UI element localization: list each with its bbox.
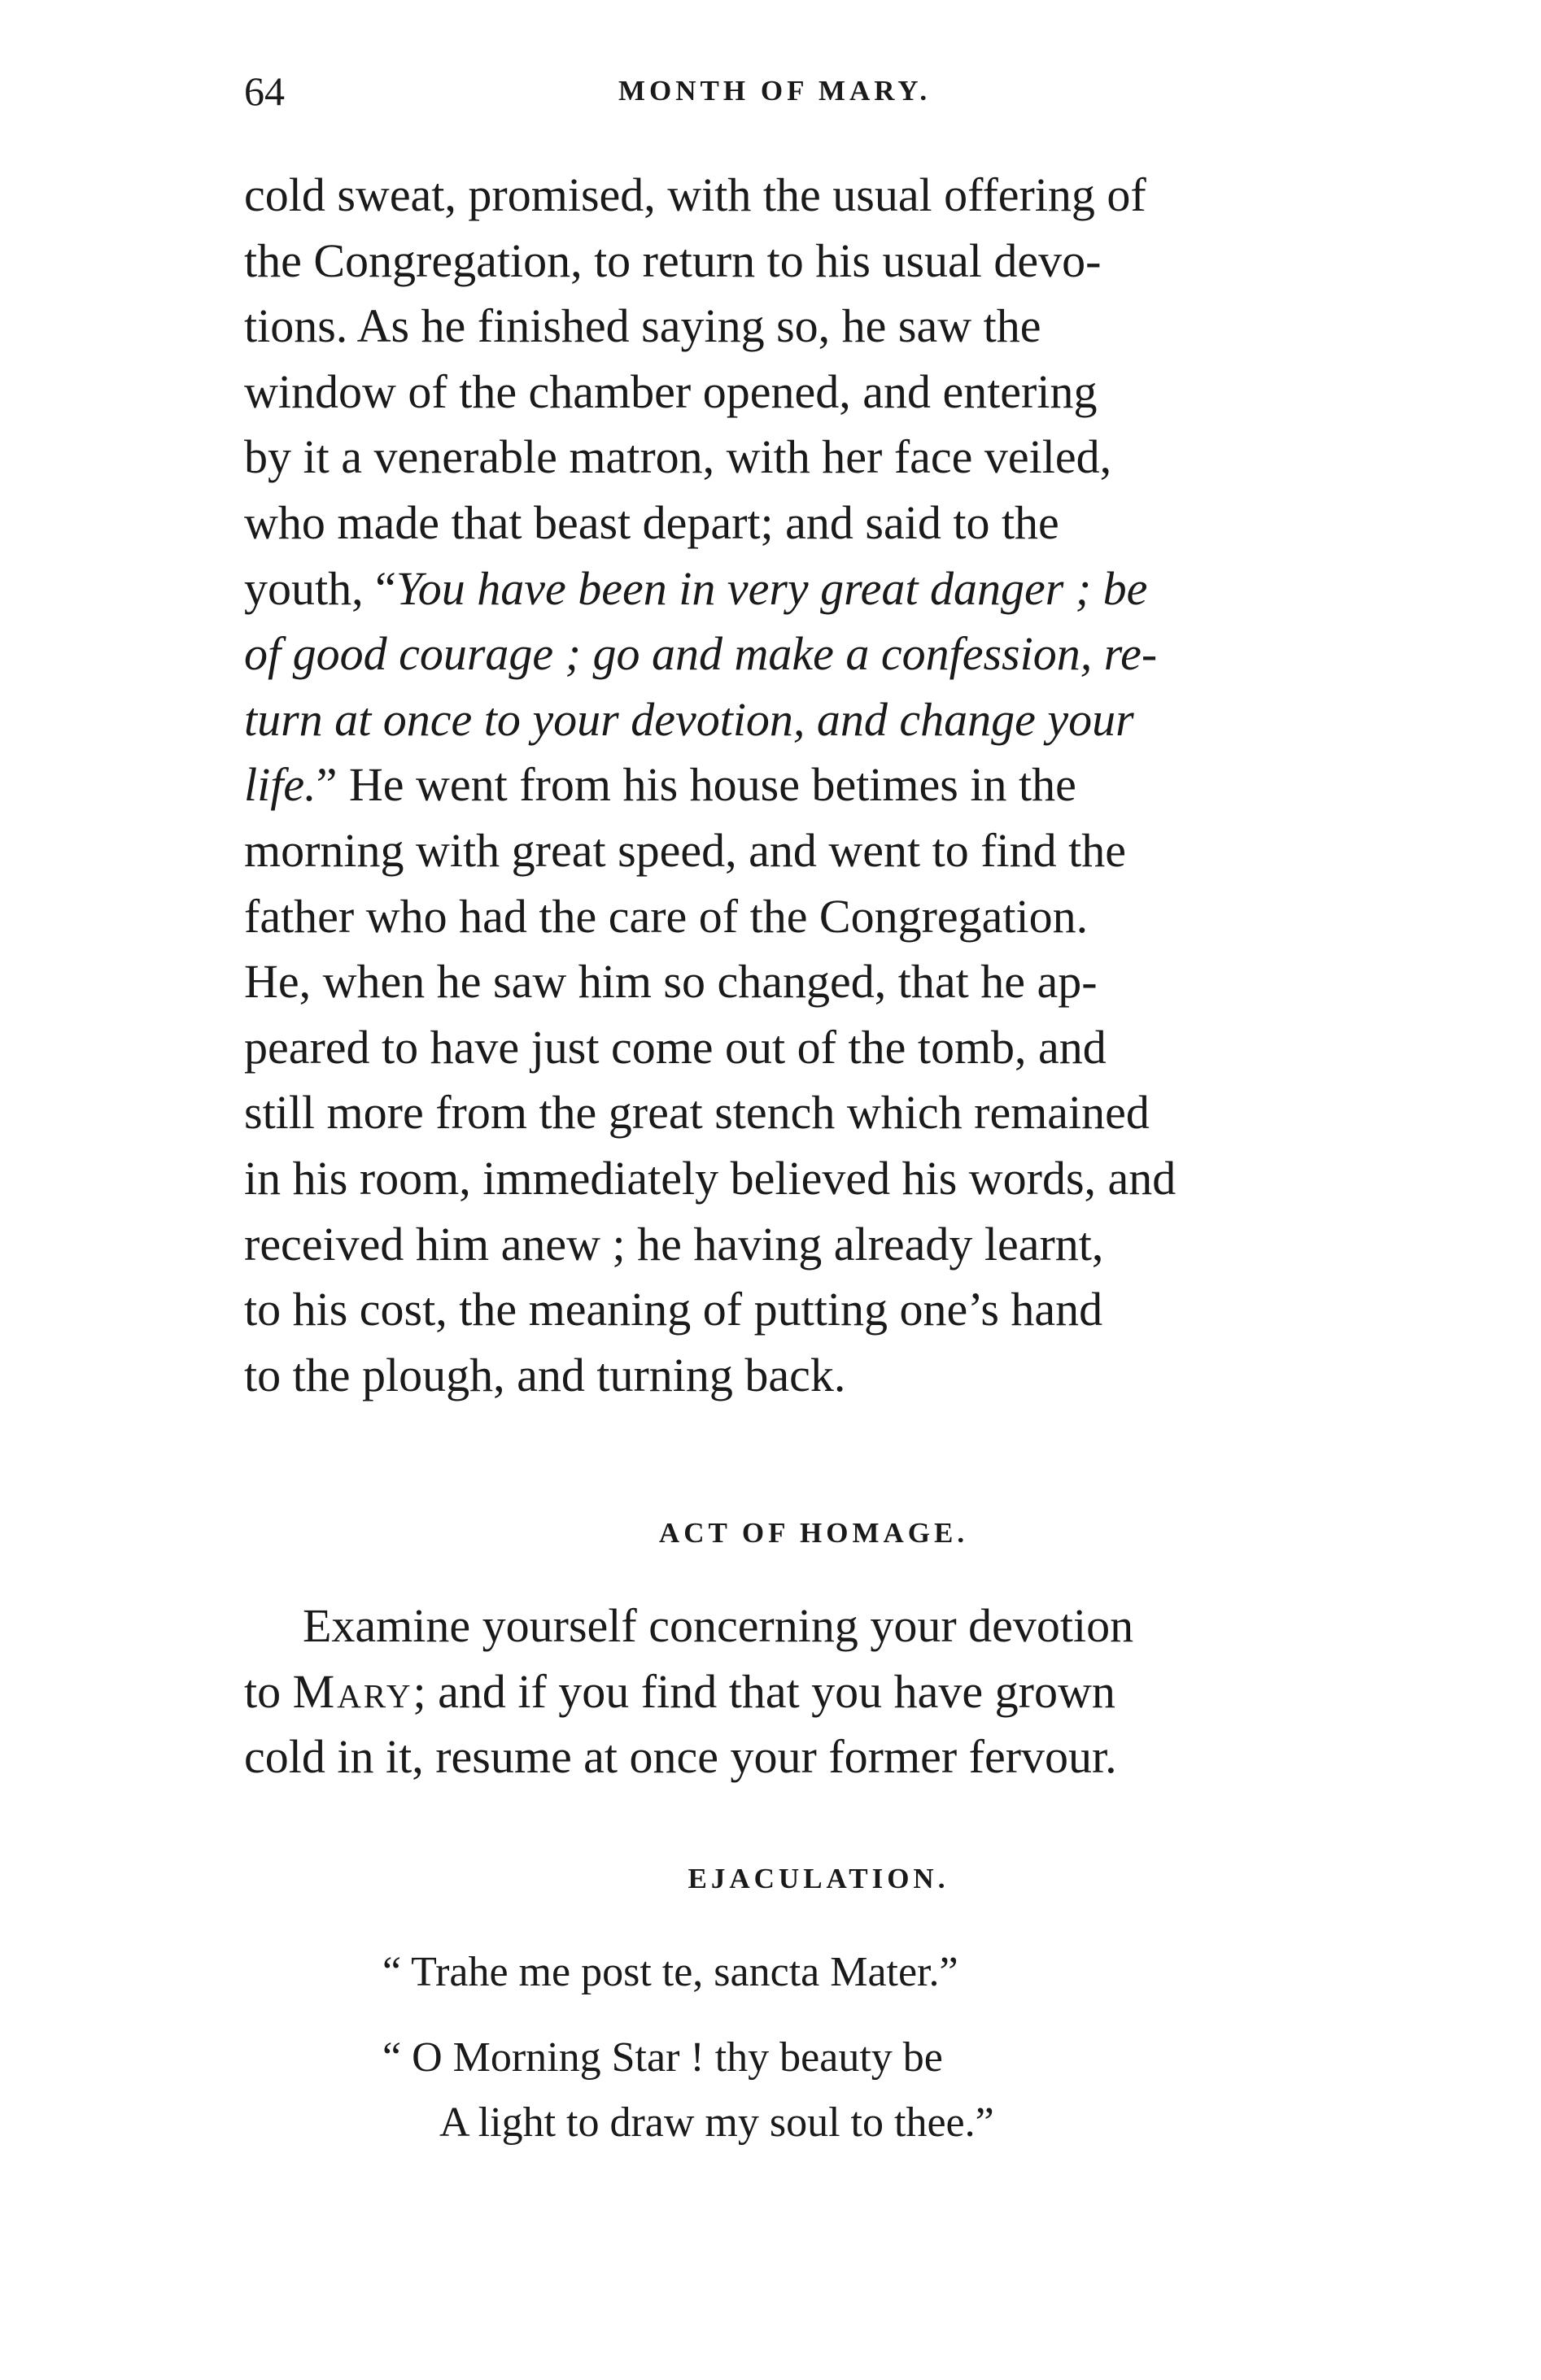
verse-line: A light to draw my soul to thee.” <box>439 2099 994 2147</box>
text-fragment: youth, “ <box>244 561 396 615</box>
text-line: to the plough, and turning back. <box>244 1348 846 1401</box>
text-fragment: to <box>244 1664 282 1718</box>
text-line: window of the chamber opened, and entering <box>244 364 1098 418</box>
latin-prayer: “ Trahe me post te, sancta Mater.” <box>382 1949 958 1995</box>
text-line: cold in it, resume at once your former fervour. <box>244 1730 1117 1784</box>
italic-quote: You have been in very great danger ; be <box>395 561 1148 615</box>
text-line <box>244 556 1383 622</box>
ejaculation-heading: EJACULATION. <box>688 1863 949 1894</box>
text-fragment: ” He went from his house betimes in the <box>316 758 1076 812</box>
page-number: 64 <box>244 68 285 114</box>
italic-quote: life. <box>244 758 316 812</box>
text-line: peared to have just come out of the tomb, and <box>244 1020 1107 1074</box>
text-line: received him anew ; he having already learnt, <box>244 1217 1104 1271</box>
text-line: the Congregation, to return to his usual devo- <box>244 233 1102 287</box>
text-line: to his cost, the meaning of putting one’s hand <box>244 1283 1103 1336</box>
running-head <box>244 59 1383 124</box>
running-title: MONTH OF MARY. <box>618 75 932 107</box>
narrative-paragraph <box>244 163 1383 1408</box>
text-line: by it a venerable matron, with her face veiled, <box>244 430 1112 484</box>
italic-quote-line: turn at once to your devotion, and change your <box>244 692 1134 746</box>
ejaculation-block <box>382 1940 1277 2156</box>
act-of-homage-heading: ACT OF HOMAGE. <box>658 1517 969 1549</box>
text-line: father who had the care of the Congregation. <box>244 889 1089 943</box>
italic-quote-line: of good courage ; go and make a confession, re- <box>244 627 1158 681</box>
text-line <box>244 1656 1383 1722</box>
text-line: who made that beast depart; and said to the <box>244 495 1059 549</box>
name-mary: Mary <box>292 1664 413 1718</box>
text-line <box>244 752 1383 818</box>
text-line: Examine yourself concerning your devotion <box>303 1599 1134 1652</box>
text-fragment: ; and if you find that you have grown <box>413 1664 1115 1718</box>
text-line: still more from the great stench which remained <box>244 1086 1150 1140</box>
text-line: tions. As he finished saying so, he saw the <box>244 299 1041 353</box>
text-line: in his room, immediately believed his words, and <box>244 1151 1176 1205</box>
text-line: cold sweat, promised, with the usual offering of <box>244 168 1146 221</box>
text-line: morning with great speed, and went to find the <box>244 823 1127 877</box>
text-line: He, when he saw him so changed, that he ap- <box>244 955 1098 1009</box>
act-of-homage-paragraph <box>244 1590 1383 1787</box>
verse-line: “ O Morning Star ! thy beauty be <box>382 2033 943 2081</box>
